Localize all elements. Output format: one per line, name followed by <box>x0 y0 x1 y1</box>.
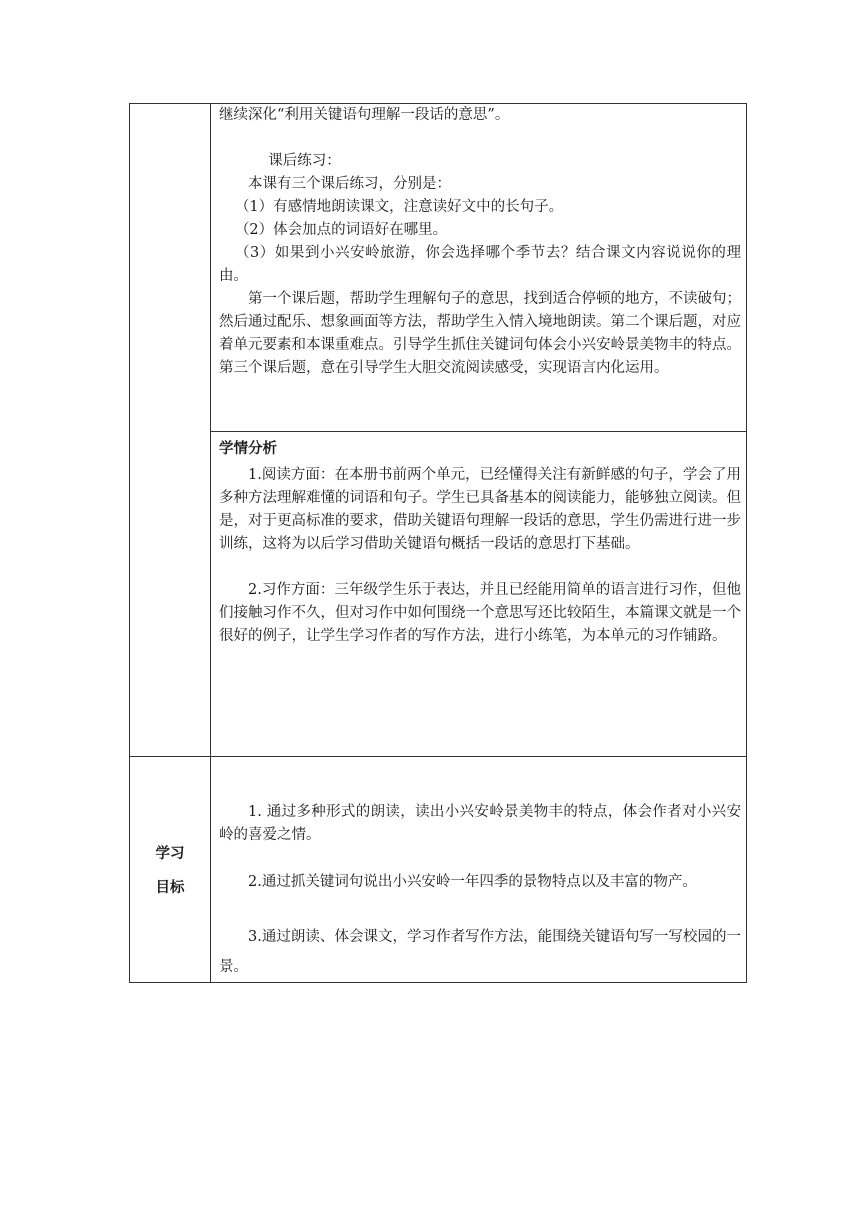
exercise-intro: 本课有三个课后练习，分别是： <box>248 176 451 192</box>
learning-goals-label-line2: 目标 <box>155 880 185 896</box>
lesson-plan-table <box>129 103 747 983</box>
exercise-item-2: （2）体会加点的词语好在哪里。 <box>234 222 448 238</box>
learning-goal-1: 1. 通过多种形式的朗读，读出小兴安岭景美物丰的特点，体会作者对小兴安岭的喜爱之情。 <box>219 804 741 843</box>
learning-goal-3: 3.通过朗读、体会课文，学习作者写作方法，能围绕关键语句写一写校园的一景。 <box>219 929 741 975</box>
continued-text: 继续深化“利用关键语句理解一段话的意思”。 <box>219 107 510 123</box>
exercise-title: 课后练习： <box>268 153 341 169</box>
exercise-item-3: （3）如果到小兴安岭旅游，你会选择哪个季节去？结合课文内容说说你的理由。 <box>219 245 741 284</box>
learner-analysis-reading: 1.阅读方面：在本册书前两个单元，已经懂得关注有新鲜感的句子，学会了用多种方法理解难懂的词语和句子。学生已具备基本的阅读能力，能够独立阅读。但是，对于更高标准的要求，借助关键语句理解一段话的意思，学生仍需进行进一步训练，这将为以后学习借助关键语句概括一段话的意思打下基础。 <box>219 467 741 552</box>
learner-analysis-writing: 2.习作方面：三年级学生乐于表达，并且已经能用简单的语言进行习作，但他们接触习作不久，但对习作中如何围绕一个意思写还比较陌生，本篇课文就是一个很好的例子，让学生学习作者的写作方法，进行小练笔，为本单元的习作铺路。 <box>219 582 741 644</box>
exercise-item-1: （1）有感情地朗读课文，注意读好文中的长句子。 <box>234 199 564 215</box>
row-divider-content <box>210 431 746 432</box>
learning-goal-2: 2.通过抓关键词句说出小兴安岭一年四季的景物特点以及丰富的物产。 <box>248 874 697 890</box>
row-divider-goals <box>130 756 746 757</box>
learning-goals-label-line1: 学习 <box>155 846 185 862</box>
exercise-analysis: 第一个课后题，帮助学生理解句子的意思，找到适合停顿的地方，不读破句；然后通过配乐、想象画面等方法，帮助学生入情入境地朗读。第二个课后题，对应着单元要素和本课重难点。引导学生抓住关键词句体会小兴安岭景美物丰的特点。第三个课后题，意在引导学生大胆交流阅读感受，实现语言内化运用。 <box>219 291 741 376</box>
learner-analysis-title: 学情分析 <box>219 441 277 457</box>
column-divider <box>210 104 211 982</box>
